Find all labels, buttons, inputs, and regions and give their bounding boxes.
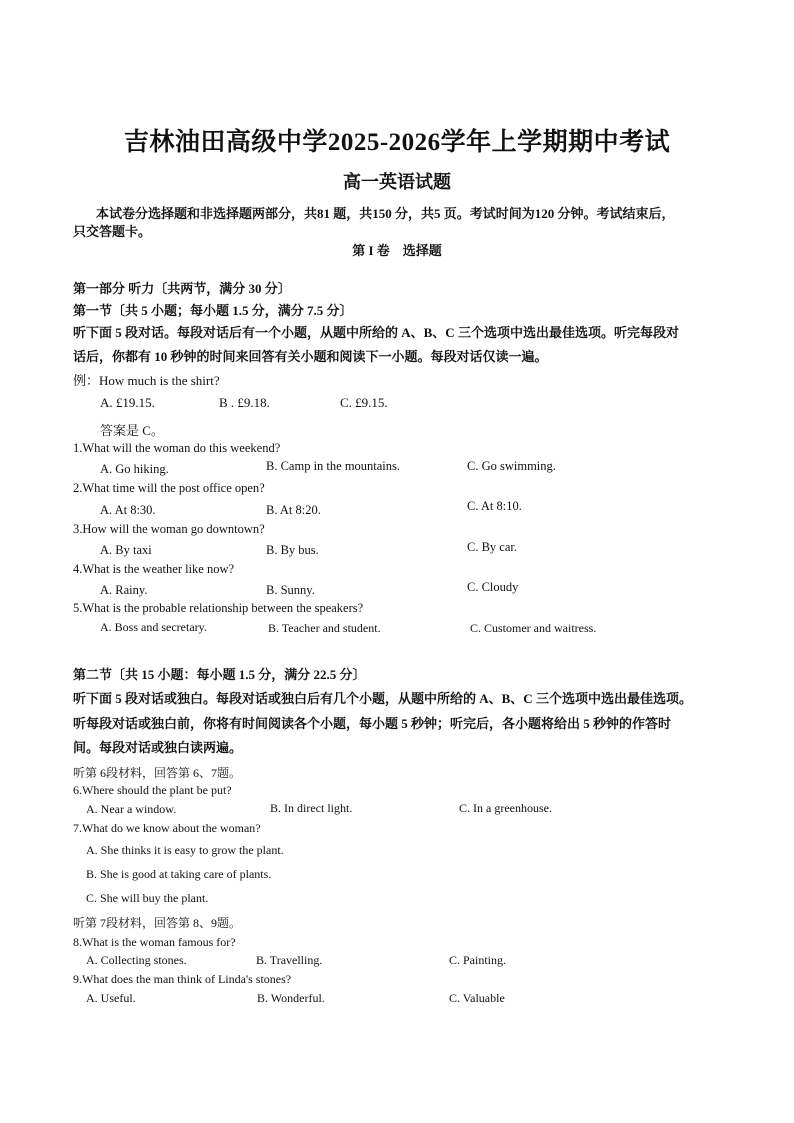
question-4-option-a: A. Rainy. — [100, 583, 148, 597]
question-8-option-a: A. Collecting stones. — [86, 953, 187, 967]
section1-instructions-1: 听下面 5 段对话。每段对话后有一个小题，从题中所给的 A、B、C 三个选项中选出最佳选项。听完每段对 — [73, 325, 679, 340]
example-option-a: A. £19.15. — [100, 395, 155, 410]
volume-heading: 第 I 卷 选择题 — [352, 243, 442, 258]
question-9-option-b: B. Wonderful. — [257, 991, 325, 1005]
material-7-note: 听第 7段材料，回答第 8、9题。 — [73, 916, 242, 930]
question-4: 4.What is the weather like now? — [73, 562, 235, 576]
question-2-option-a: A. At 8:30. — [100, 503, 156, 517]
intro-line-1: 本试卷分选择题和非选择题两部分，共81 题，共150 分，共5 页。考试时间为120 分钟。考试结束后， — [96, 206, 675, 221]
section2-instructions-3: 间。每段对话或独白读两遍。 — [73, 740, 243, 755]
exam-title: 吉林油田高级中学2025-2026学年上学期期中考试 — [123, 129, 671, 156]
question-1-option-a: A. Go hiking. — [100, 462, 169, 476]
example-question: 例：How much is the shirt? — [73, 373, 220, 388]
question-6-option-b: B. In direct light. — [270, 801, 353, 815]
example-answer: 答案是 C。 — [100, 423, 164, 438]
section2-instructions-2: 听每段对话或独白前，你将有时间阅读各个小题，每小题 5 秒钟；听完后，各小题将给出 5 秒钟的作答时 — [73, 716, 672, 731]
section2-heading: 第二节〔共 15 小题：每小题 1.5 分，满分 22.5 分〕 — [73, 667, 366, 682]
question-7: 7.What do we know about the woman? — [73, 821, 261, 835]
question-9-option-c: C. Valuable — [449, 991, 505, 1005]
part1-heading: 第一部分 听力〔共两节，满分 30 分〕 — [73, 281, 291, 296]
question-2-option-c: C. At 8:10. — [467, 499, 522, 513]
exam-subtitle: 高一英语试题 — [343, 172, 451, 192]
material-6-note: 听第 6段材料，回答第 6、7题。 — [73, 766, 242, 780]
question-6-option-c: C. In a greenhouse. — [459, 801, 552, 815]
example-option-b: B . £9.18. — [219, 395, 270, 410]
question-1: 1.What will the woman do this weekend? — [73, 441, 281, 455]
question-1-option-b: B. Camp in the mountains. — [266, 459, 401, 473]
question-8: 8.What is the woman famous for? — [73, 935, 236, 949]
question-5-option-b: B. Teacher and student. — [268, 621, 381, 635]
question-4-option-b: B. Sunny. — [266, 583, 315, 597]
section1-instructions-2: 话后，你都有 10 秒钟的时间来回答有关小题和阅读下一小题。每段对话仅读一遍。 — [73, 349, 548, 364]
question-3-option-b: B. By bus. — [266, 543, 319, 557]
question-7-option-c: C. She will buy the plant. — [86, 891, 209, 905]
question-9-option-a: A. Useful. — [86, 991, 136, 1005]
section2-instructions-1: 听下面 5 段对话或独白。每段对话或独白后有几个小题，从题中所给的 A、B、C 三个选项中选出最佳选项。 — [73, 691, 692, 706]
question-7-option-b: B. She is good at taking care of plants. — [86, 867, 272, 881]
question-9: 9.What does the man think of Linda's stones? — [73, 972, 292, 986]
section1-heading: 第一节〔共 5 小题；每小题 1.5 分，满分 7.5 分〕 — [73, 303, 353, 318]
question-3-option-c: C. By car. — [467, 540, 517, 554]
question-8-option-c: C. Painting. — [449, 953, 507, 967]
intro-line-2: 只交答题卡。 — [73, 224, 152, 239]
question-6: 6.Where should the plant be put? — [73, 783, 232, 797]
question-1-option-c: C. Go swimming. — [467, 459, 556, 473]
question-3: 3.How will the woman go downtown? — [73, 522, 265, 536]
example-option-c: C. £9.15. — [340, 395, 388, 410]
question-2-option-b: B. At 8:20. — [266, 503, 321, 517]
question-8-option-b: B. Travelling. — [256, 953, 323, 967]
question-6-option-a: A. Near a window. — [86, 802, 177, 816]
question-3-option-a: A. By taxi — [100, 543, 152, 557]
question-5-option-c: C. Customer and waitress. — [470, 621, 597, 635]
question-2: 2.What time will the post office open? — [73, 481, 265, 495]
question-7-option-a: A. She thinks it is easy to grow the plant. — [86, 843, 284, 857]
question-5-option-a: A. Boss and secretary. — [100, 620, 207, 634]
question-4-option-c: C. Cloudy — [467, 580, 519, 594]
question-5: 5.What is the probable relationship between the speakers? — [73, 601, 364, 615]
